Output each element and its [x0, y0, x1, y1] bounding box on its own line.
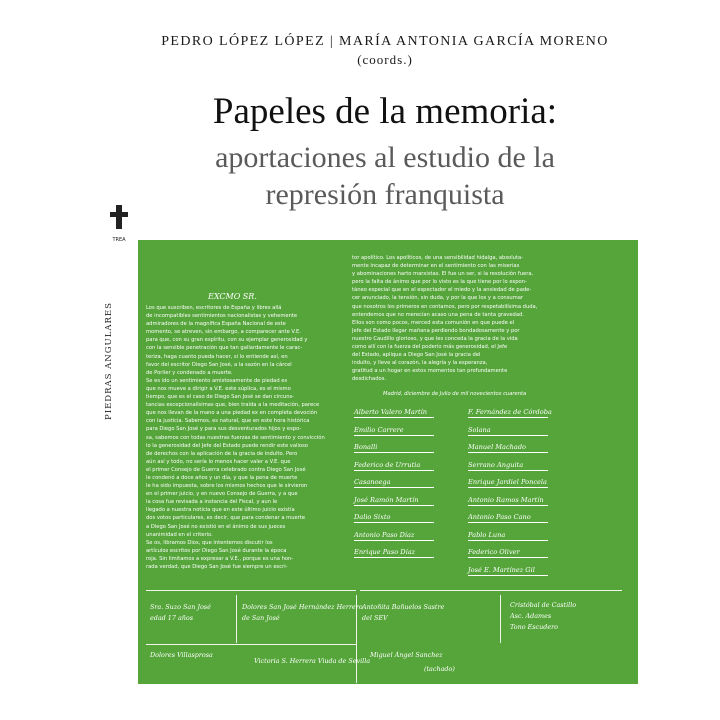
letter-line: le condenó a doce años y un día, y que la pena de muerte: [146, 474, 298, 481]
letter-line: para Diego San José y para sus desventurados hijos y espo-: [146, 426, 302, 433]
letter-line: a Diego San José no existió en el ánimo de sus jueces: [146, 523, 286, 530]
book-title: Papeles de la memoria:: [212, 91, 558, 132]
signature-underline: [354, 435, 434, 436]
letter-line: como allí con la fuerza del poderío más generosidad, el Jefe: [352, 344, 508, 351]
bottom-signature: Cristóbal de Castillo Asc. Adames Tono Escudero: [510, 601, 577, 631]
letter-line: Los que suscriben, escritores de España y libres allá: [146, 305, 282, 311]
signature: Manuel Machado: [468, 443, 527, 451]
signature-underline: [468, 505, 548, 506]
letter-line: y abominaciones harto marxistas. El fue un ser, si la resolución fuera,: [352, 271, 534, 278]
letter-line: pero la falta de ánimo que por lo visto es la que tiene por lo espon-: [352, 279, 527, 286]
divider: [360, 590, 622, 591]
signature-underline: [468, 435, 548, 436]
coords-label: (coords.): [357, 52, 413, 67]
signature: Enrique Jardiel Poncela: [468, 478, 547, 486]
letter-line: dos votos particulares, es decir, que para condenar a muerte: [146, 515, 306, 522]
letter-line: que nosotros los primeros en contamos, pero por respetabilísima duda,: [352, 303, 538, 310]
signature-underline: [468, 487, 548, 488]
bottom-signature: Dolores San José Hernández Herrero de San José: [242, 603, 363, 622]
letter-date: Madrid, diciembre de Julio de mil novecientos cuarenta: [383, 391, 527, 397]
signature-underline: [468, 575, 548, 576]
signature-underline: [468, 452, 548, 453]
letter-line: con la sensible penetración que tan gallardamente le carac-: [146, 345, 303, 352]
signature: Enrique Paso Díaz: [354, 548, 416, 556]
signature-underline: [354, 417, 434, 418]
signature: F. Fernández de Córdoba: [468, 408, 552, 416]
letter-line: para que, con su gran espíritu, con su ejemplar generosidad y: [146, 337, 308, 344]
signature: Bonalli: [354, 443, 378, 451]
signature-underline: [354, 540, 434, 541]
signature: Antonio Ramos Martín: [468, 495, 544, 504]
signature: Antonio Paso Cano: [468, 513, 531, 521]
signature-underline: [468, 470, 548, 471]
letter-line: con la justicia. Sabemos, es natural, que en este hora histórica: [146, 418, 310, 425]
signature: Casanoega: [354, 478, 391, 486]
letter-line: sa, sabemos con todas nuestras fuerzas de sentimiento y convicción: [146, 434, 325, 441]
signature-underline: [468, 522, 548, 523]
letter-line: lo la generosidad del Jefe del Estado puede rendir este valioso: [146, 442, 308, 449]
letter-line: gratitud a un hogar en estos momentos tan profundamente: [352, 368, 508, 375]
document-panel: [138, 240, 638, 684]
signature-underline: [354, 557, 434, 558]
letter-line: entendemos que no merecían acaso una pena de tanta gravedad.: [352, 311, 524, 318]
bottom-signature: Dolores Villasprosa: [150, 651, 213, 659]
svg-text:TREA: TREA: [112, 237, 126, 243]
letter-line: unanimidad en el criterio.: [146, 531, 213, 538]
signature: Federico de Urrutia: [354, 460, 421, 469]
bottom-signature: (tachado): [424, 665, 455, 673]
letter-line: aún así y todo, no sería lo menos hacer valer a V.E. que: [146, 458, 291, 465]
signature: Dalio Sixto: [354, 513, 391, 521]
letter-line: de Porlier y condenado a muerte.: [146, 369, 233, 376]
signature-underline: [468, 417, 548, 418]
bottom-signature: Sra. Suzo San José edad 17 años: [150, 603, 211, 622]
authors: PEDRO LÓPEZ LÓPEZ | MARÍA ANTONIA GARCÍA MORENO: [161, 34, 609, 49]
letter-line: táneo especial que en el espectador el miedo y la ansiedad de pade-: [352, 287, 532, 294]
signature-underline: [468, 557, 548, 558]
letter-line: tancias excepcionalísimas que, bien traída a la meditación, parece: [146, 402, 320, 409]
bottom-signature: Antoñita Bañuelos Sastre del SEV: [362, 603, 445, 622]
letter-line: tor apolítico. Los apolíticos, de una sensibilidad hidalga, absoluta-: [352, 255, 524, 261]
signature: Emilio Carrere: [354, 425, 404, 434]
letter-line: desdichados.: [352, 376, 387, 383]
signature-underline: [354, 470, 434, 471]
divider: [146, 590, 356, 591]
letter-line: Se es ido un sentimiento amistosamente de piedad es: [146, 377, 288, 384]
bottom-signature: Victoria S. Herrera Viuda de Sevilla: [254, 657, 371, 665]
letter-line: admiradores de la magnífica España Nacional de este: [146, 321, 286, 328]
signature-underline: [354, 487, 434, 488]
divider: [146, 644, 356, 645]
letter-line: teriza, haga cuanto pueda hacer, si lo entiende así, en: [146, 353, 288, 360]
signature: Federico Oliver: [468, 548, 520, 556]
letter-line: que nos mueve a dirigir a V.E. este súplica, es el mismo: [146, 385, 291, 392]
letter-line: llegado a nuestra noticia que en este último juicio existía: [146, 507, 295, 514]
letter-line: Ellos son como pocos, merced esta comunión en que puede el: [352, 319, 515, 326]
letter-right-text: [352, 254, 630, 384]
letter-line: en el primer juicio, y en nuevo Consejo de Guerra, y a que: [146, 491, 298, 498]
letter-heading: EXCMO SR.: [208, 292, 257, 301]
letter-line: roja. Sin limitamos a expresar a V.E., porque es una hon-: [146, 555, 294, 562]
letter-line: tiempo, que es el caso de Diego San José se dan circuns-: [146, 394, 295, 401]
letter-line: Se os, libramos Dios, que intentemos discutir los: [146, 539, 273, 546]
signature-underline: [354, 522, 434, 523]
signature: Alberto Valero Martín: [354, 408, 428, 416]
publisher-logo-icon: [110, 205, 128, 245]
letter-line: momento, se atreven, sin embargo, a comparecer ante V.E.: [146, 329, 301, 336]
signature-underline: [468, 540, 548, 541]
letter-line: de incompatibles sentimientos nacionalistas y vehemente: [146, 313, 298, 320]
letter-line: le ha sido impuesta, sobre los mismos hechos que le sirvieron: [146, 483, 308, 490]
letter-line: mente incapaz de determinar en el sentimiento con las miserias: [352, 263, 520, 270]
letter-line: de derechos con la aplicación de la gracia de indulto. Pero: [146, 450, 298, 457]
signature-underline: [354, 452, 434, 453]
divider: [500, 595, 501, 643]
letter-line: que nos llevan de la mano a una piedad ex en completa devoción: [146, 410, 318, 417]
letter-line: del Estado, aplique a Diego San José la gracia del: [352, 352, 481, 359]
signature: Solana: [468, 425, 491, 434]
signature-underline: [354, 505, 434, 506]
book-subtitle-line2: represión franquista: [265, 178, 505, 211]
letter-line: favor del escritor Diego San José, a la sazón en la cárcel: [146, 361, 292, 368]
letter-line: rada verdad, que Diego San José fue siempre un escri-: [146, 564, 288, 570]
book-subtitle-line1: aportaciones al estudio de la: [215, 141, 555, 174]
signature: Pablo Luna: [468, 530, 506, 539]
signature: Antonio Paso Díaz: [354, 530, 415, 539]
bottom-signature: Miguel Ángel Sanchez: [370, 651, 443, 659]
signature: Serrano Anguita: [468, 460, 524, 469]
signature: José E. Martínez Gil: [468, 565, 535, 574]
letter-left-text: [146, 304, 378, 571]
letter-line: nuestro Caudillo glorioso, y que les conceda la gracia de la vida: [352, 335, 518, 342]
letter-line: Jefe del Estado llegar mañana perdiendo bondadosamente y por: [352, 327, 520, 334]
letter-line: la cosa fue revisada a instancia del Fiscal, y aun le: [146, 499, 278, 506]
letter-line: artículos escritos por Diego San José durante la época: [146, 547, 287, 554]
letter-line: indulto, y lleve al corazón, la alegría y la esperanza,: [352, 360, 488, 367]
letter-line: el primer Consejo de Guerra celebrado contra Diego San José: [146, 466, 306, 473]
letter-line: cer anunciado, la tensión, sin duda, y por la que los y a consumar: [352, 295, 524, 302]
signature: José Ramón Martín: [354, 495, 419, 504]
divider: [236, 595, 237, 643]
